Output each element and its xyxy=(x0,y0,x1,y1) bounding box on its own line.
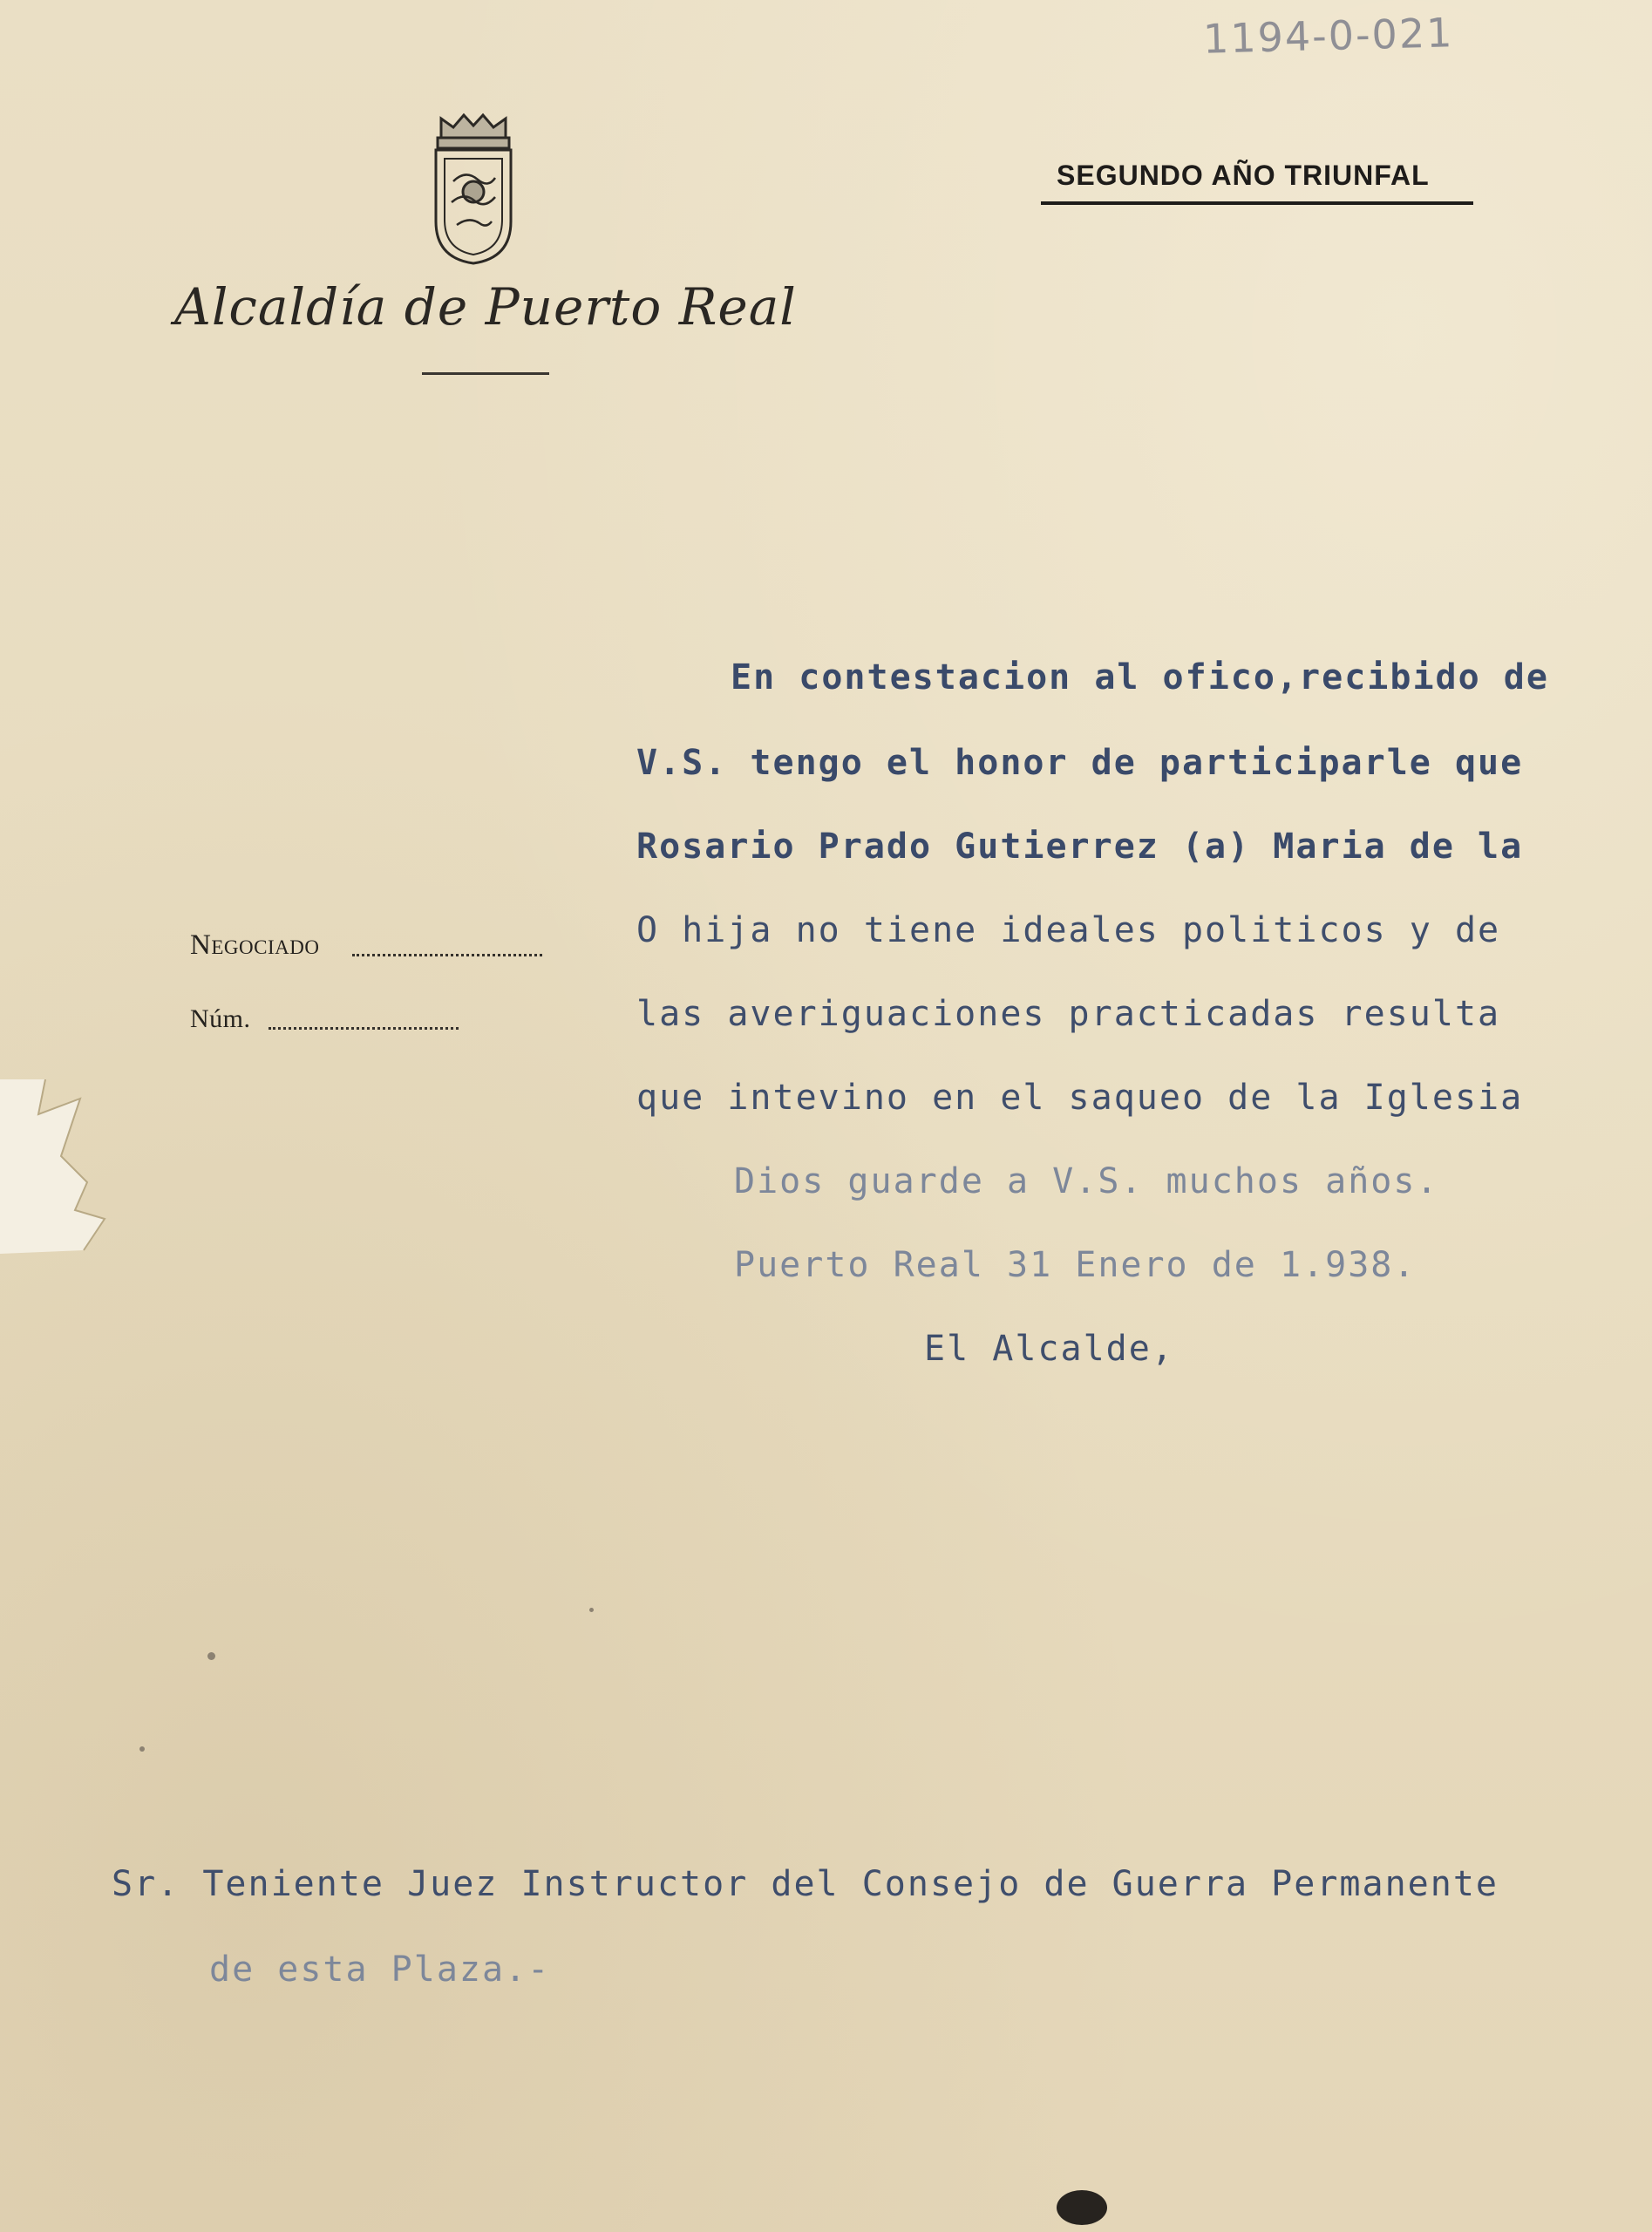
archive-code: 1194-0-021 xyxy=(1202,9,1455,63)
paper-speck xyxy=(207,1652,215,1660)
num-label: Núm. xyxy=(190,1004,251,1033)
municipality-letterhead: Alcaldía de Puerto Real xyxy=(174,277,797,337)
signature-line: El Alcalde, xyxy=(924,1329,1174,1369)
body-line-2: V.S. tengo el honor de participarle que xyxy=(636,743,1524,783)
place-date-line: Puerto Real 31 Enero de 1.938. xyxy=(734,1245,1417,1285)
year-header-underline xyxy=(1041,201,1473,205)
paper-speck xyxy=(589,1608,594,1612)
num-field xyxy=(269,1027,459,1030)
body-line-3: Rosario Prado Gutierrez (a) Maria de la xyxy=(636,827,1524,867)
torn-edge xyxy=(0,1079,113,1254)
addressee-line-2: de esta Plaza.- xyxy=(209,1950,551,1990)
punch-hole xyxy=(1057,2190,1107,2225)
negociado-label: Negociado xyxy=(190,929,320,961)
letterhead-underline xyxy=(422,372,549,375)
closing-line: Dios guarde a V.S. muchos años. xyxy=(734,1161,1439,1201)
body-line-6: que intevino en el saqueo de la Iglesia xyxy=(636,1078,1524,1118)
negociado-field xyxy=(352,954,542,956)
coat-of-arms-icon xyxy=(425,112,521,267)
body-line-1: En contestacion al ofico,recibido de xyxy=(731,657,1549,698)
year-header: SEGUNDO AÑO TRIUNFAL xyxy=(1057,160,1430,191)
paper-speck xyxy=(139,1746,145,1752)
body-line-4: O hija no tiene ideales politicos y de xyxy=(636,910,1501,950)
body-line-5: las averiguaciones practicadas resulta xyxy=(636,994,1501,1034)
addressee-line-1: Sr. Teniente Juez Instructor del Consejo de Guerra Permanente xyxy=(112,1864,1499,1904)
